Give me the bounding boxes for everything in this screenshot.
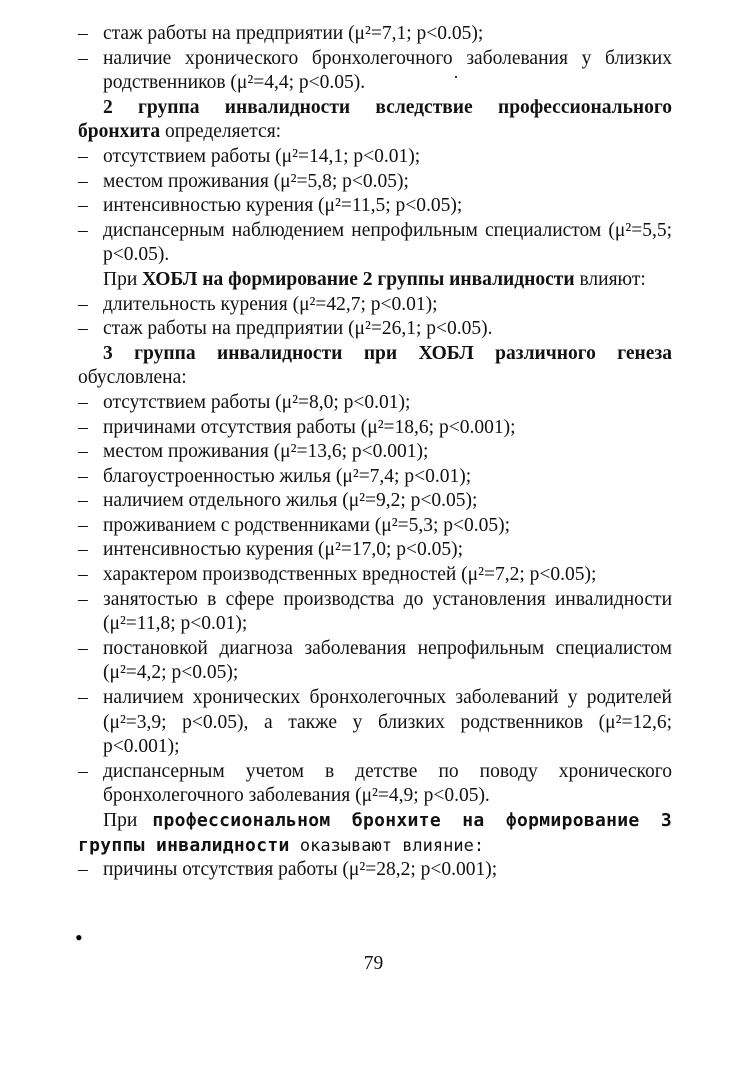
dash: – bbox=[78, 47, 88, 69]
paragraph-text: При bbox=[103, 810, 153, 831]
scan-speck bbox=[455, 76, 457, 78]
paragraph bbox=[78, 96, 672, 145]
dash: – bbox=[78, 539, 88, 561]
list-item bbox=[78, 563, 672, 588]
dash: – bbox=[78, 23, 88, 44]
dash: – bbox=[78, 293, 88, 315]
dash: – bbox=[78, 170, 88, 192]
list-item-text: стаж работы на предприятии (μ²=26,1; p<0.05). bbox=[103, 318, 493, 340]
dash: – bbox=[78, 514, 88, 536]
list-item-text: диспансерным наблюдением непрофильным специалистом (μ²=5,5; p<0.05). bbox=[103, 219, 672, 266]
list-item bbox=[78, 194, 672, 219]
list-item-text: диспансерным учетом в детстве по поводу хронического бронхолегочного заболевания (μ²=4,9; p<0.05). bbox=[103, 760, 672, 807]
list-item-text: длительность курения (μ²=42,7; p<0.01); bbox=[103, 293, 438, 315]
list-item-text: занятостью в сфере производства до установления инвалидности (μ²=11,8; p<0.01); bbox=[103, 588, 672, 635]
dash: – bbox=[78, 465, 88, 487]
dash: – bbox=[78, 416, 88, 438]
dash: – bbox=[78, 391, 88, 413]
dash: – bbox=[78, 588, 88, 610]
paragraph bbox=[78, 342, 672, 391]
list-item-text: стаж работы на предприятии (μ²=7,1; p<0.05); bbox=[103, 23, 484, 44]
list-item bbox=[78, 858, 672, 883]
list-item-text: постановкой диагноза заболевания непрофильным специалистом (μ²=4,2; p<0.05); bbox=[103, 637, 672, 684]
list-item bbox=[78, 760, 672, 809]
list-item-text: наличием хронических бронхолегочных заболеваний у родителей (μ²=3,9; p<0.05), а также у близких родственников (μ²=12,6; p<0.001); bbox=[103, 687, 672, 758]
list-item bbox=[78, 391, 672, 416]
list-item-text: проживанием с родственниками (μ²=5,3; p<0.05); bbox=[103, 514, 511, 536]
bullet-dot: • bbox=[75, 925, 83, 950]
list-item bbox=[78, 22, 672, 47]
list-item bbox=[78, 47, 672, 96]
dash: – bbox=[78, 318, 88, 340]
page-number: 79 bbox=[363, 953, 384, 974]
list-item bbox=[78, 440, 672, 465]
list-item-text: благоустроенностью жилья (μ²=7,4; p<0.01); bbox=[103, 465, 472, 487]
list-item bbox=[78, 686, 672, 760]
page-body bbox=[78, 22, 672, 883]
dash: – bbox=[78, 441, 88, 463]
bold-heading: 2 группа инвалидности вследствие профессионального бронхита bbox=[78, 96, 672, 143]
paragraph bbox=[78, 268, 672, 293]
dash: – bbox=[78, 637, 88, 659]
list-item bbox=[78, 514, 672, 539]
list-item bbox=[78, 416, 672, 441]
list-item-text: местом проживания (μ²=13,6; p<0.001); bbox=[103, 441, 429, 463]
dash: – bbox=[78, 490, 88, 512]
list-item-text: наличие хронического бронхолегочного заболевания у близких родственников (μ²=4,4; p<0.05). bbox=[103, 47, 672, 94]
list-item bbox=[78, 219, 672, 268]
dash: – bbox=[78, 219, 88, 241]
paragraph-text: влияют: bbox=[574, 268, 646, 290]
paragraph-text: определяется: bbox=[160, 121, 282, 143]
bold-heading: ХОБЛ на формирование 2 группы инвалидности bbox=[142, 268, 575, 290]
bold-heading: 3 группа инвалидности при ХОБЛ различного генеза bbox=[103, 342, 672, 364]
paragraph-text: обусловлена: bbox=[78, 367, 187, 389]
list-item bbox=[78, 637, 672, 686]
dash: – bbox=[78, 760, 88, 782]
dash: – bbox=[78, 145, 88, 167]
dash: – bbox=[78, 687, 88, 709]
paragraph-text: оказывают влияние: bbox=[289, 835, 485, 856]
paragraph bbox=[78, 809, 672, 858]
list-item bbox=[78, 588, 672, 637]
dash: – bbox=[78, 859, 88, 881]
list-item bbox=[78, 293, 672, 318]
list-item bbox=[78, 170, 672, 195]
list-item-text: отсутствием работы (μ²=8,0; p<0.01); bbox=[103, 391, 411, 413]
list-item bbox=[78, 317, 672, 342]
dash: – bbox=[78, 564, 88, 586]
list-item-text: наличием отдельного жилья (μ²=9,2; p<0.05); bbox=[103, 490, 478, 512]
list-item bbox=[78, 145, 672, 170]
dash: – bbox=[78, 195, 88, 217]
list-item-text: интенсивностью курения (μ²=11,5; p<0.05); bbox=[103, 195, 463, 217]
list-item-text: интенсивностью курения (μ²=17,0; p<0.05); bbox=[103, 539, 464, 561]
list-item-text: местом проживания (μ²=5,8; p<0.05); bbox=[103, 170, 409, 192]
bold-heading: профессиональном бронхите на формирование 3 группы инвалидности bbox=[78, 810, 672, 856]
list-item bbox=[78, 489, 672, 514]
list-item-text: причины отсутствия работы (μ²=28,2; p<0.001); bbox=[103, 859, 498, 881]
list-item-text: отсутствием работы (μ²=14,1; p<0.01); bbox=[103, 145, 421, 167]
list-item bbox=[78, 465, 672, 490]
paragraph-text: При bbox=[103, 268, 143, 290]
list-item bbox=[78, 538, 672, 563]
list-item-text: причинами отсутствия работы (μ²=18,6; p<0.001); bbox=[103, 416, 516, 438]
list-item-text: характером производственных вредностей (μ²=7,2; p<0.05); bbox=[103, 564, 597, 586]
